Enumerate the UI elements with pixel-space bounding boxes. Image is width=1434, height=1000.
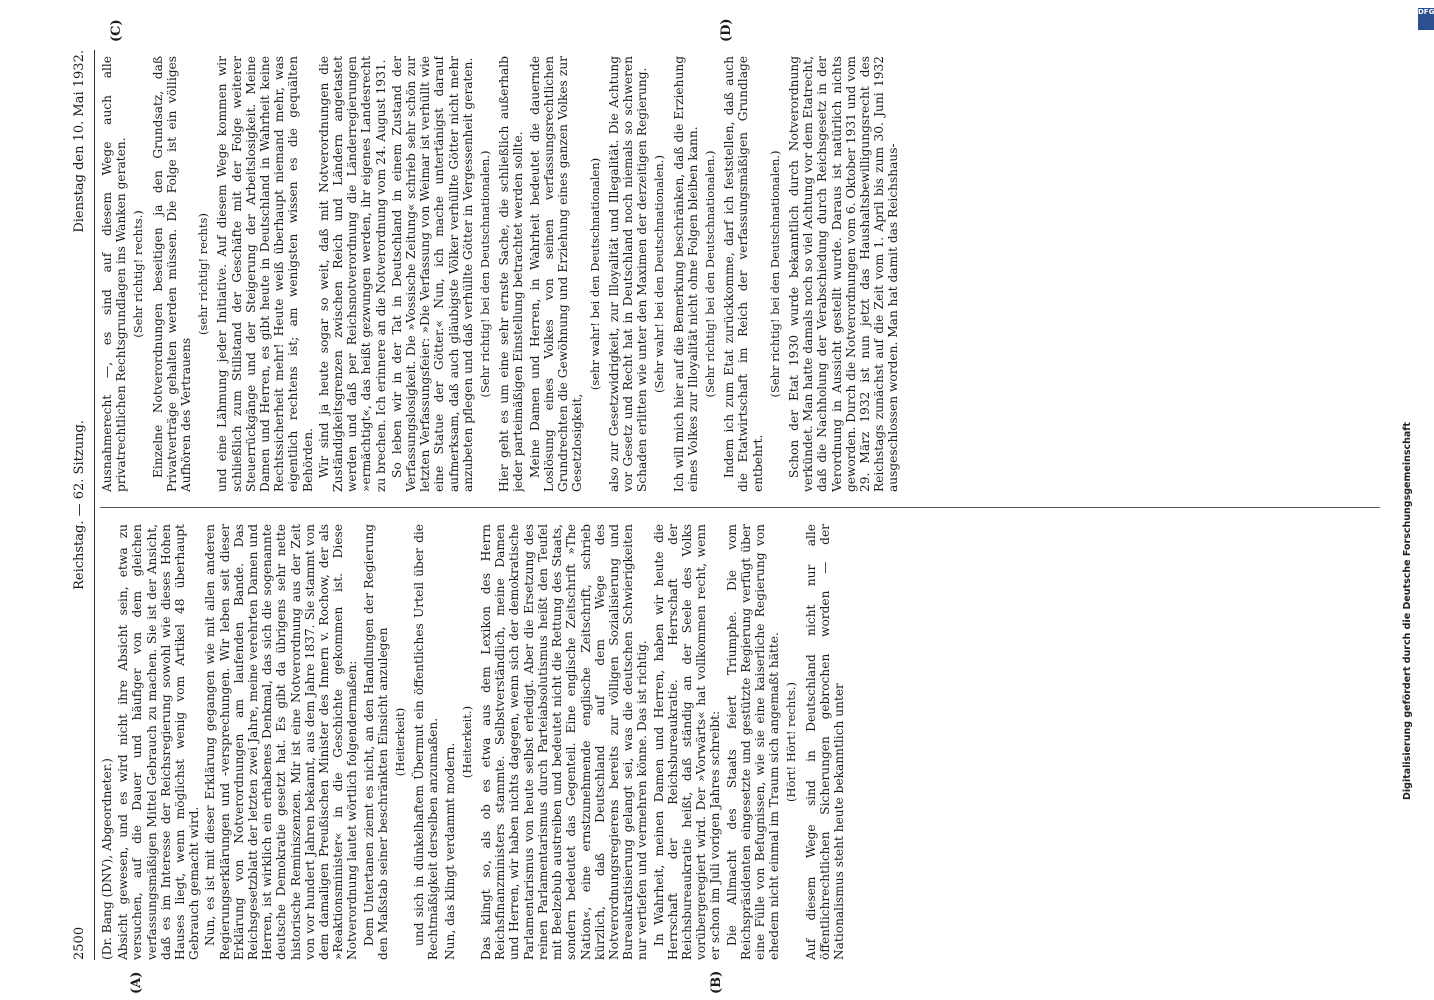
interjection: (sehr richtig! rechts) xyxy=(196,213,211,335)
document-sheet xyxy=(70,18,1390,994)
right-column xyxy=(100,56,1380,492)
paragraph: Wir sind ja heute sogar so weit, daß mit Notverordnungen die Zuständigkeitsgrenzen zwischen Reich und Ländern angetastet werden und daß per Reichsnotverordnung die Länderregierungen »ermächtigt«, das heißt gezwungen werden, ihr eigenes Landesrecht zu brechen. Ich erinnere an die Notverordnung vom 24. August 1931. xyxy=(316,56,388,492)
quote: Dem Untertanen ziemt es nicht, an den Handlungen der Regierung den Maßstab seiner beschränkten Einsicht anzulegen xyxy=(361,524,390,960)
paragraph: also zur Gesetzwidrigkeit, zur Illoyalität und Illegalität. Die Achtung vor Gesetz und Recht hat in Deutschland noch niemals so schweren Schaden erlitten wie unter den Maximen der derzeitigen Regierung. xyxy=(606,56,650,492)
paragraph: So leben wir in der Tat in Deutschland in einem Zustand der Verfassungslosigkeit. Die »Vossische Zeitung« schrieb sehr schön zur letzten Verfassungsfeier: »Die Verfassung von Weimar ist verhüllt wie eine Statue der Götter.« Nun, ich mache untertänigst darauf aufmerksam, daß auch gläubigste Völker verhüllte Götter nicht mehr anzubeten pflegen und daß verhüllte Götter in Vergessenheit geraten. xyxy=(389,56,475,492)
margin-marker-d: (D) xyxy=(719,18,734,42)
paragraph: Das klingt so, als ob es etwa aus dem Lexikon des Herrn Reichsfinanzministers stammte. Selbstverständlich, meine Damen und Herren, wir haben nichts dagegen, wenn sich der demokratische Parlamentarismus von heute selbst erledigt. Aber die Ersetzung des reinen Parlamentarismus durch Parteiabsolutismus heißt den Teufel mit Beelzebub austreiben und bedeutet nicht die Rettung des Staats, sondern bedeutet das Gegenteil. Eine englische Zeitschrift »The Nation«, eine ernstzunehmende englische Zeitschrift, schrieb kürzlich, daß Deutschland auf dem Wege des Notverordnungsregierens bereits zur völligen Sozialisierung und Bureaukratisierung gelangt sei, was die deutschen Schwierigkeiten nur vertiefen und vermehren könne. Das ist richtig. xyxy=(479,524,650,960)
interjection: (Sehr richtig! bei den Deutschnationalen.) xyxy=(478,150,493,398)
interjection: (Heiterkeit.) xyxy=(459,705,474,779)
session-date: Dienstag den 10. Mai 1932. xyxy=(72,50,87,233)
column-divider xyxy=(100,507,1380,508)
margin-marker-a: (A) xyxy=(129,971,144,994)
dfg-logo: DFG xyxy=(1418,8,1434,30)
interjection: (Sehr richtig! bei den Deutschnationalen.) xyxy=(767,150,782,398)
paragraph: In Wahrheit, meinen Damen und Herren, haben wir heute die Herrschaft der Reichsbureaukratie. Herrschaft der Reichsbureaukratie heißt, daß ständig an der Seele des Volks vorübergeregiert wird. Der »Vorwärts« hat vollkommen recht, wenn er schon im Juli vorigen Jahres schreibt: xyxy=(651,524,723,960)
paragraph: Hier geht es um eine sehr ernste Sache, die schließlich außerhalb jeder parteimäßigen Einstellung betrachtet werden sollte. xyxy=(497,56,526,492)
interjection: (Hört! Hört! rechts.) xyxy=(784,682,799,802)
paragraph: Ich will mich hier auf die Bemerkung beschränken, daß die Erziehung eines Volkes zur Illoyalität nicht ohne Folgen bleiben kann. xyxy=(671,56,700,492)
interjection: (sehr wahr! bei den Deutschnationalen) xyxy=(587,157,602,391)
paragraph: Nun, das klingt verdammt modern. xyxy=(442,742,457,960)
session-title: Reichstag. — 62. Sitzung. xyxy=(72,420,87,590)
paragraph: Indem ich zum Etat zurückkomme, darf ich feststellen, daß auch die Etatwirtschaft im Reich der verfassungsmäßigen Grundlage entbehrt. xyxy=(722,56,765,492)
quote: und sich in dünkelhaftem Übermut ein öffentliches Urteil über die Rechtmäßigkeit derselben anzumaßen. xyxy=(412,524,441,960)
interjection: (Sehr richtig! rechts.) xyxy=(131,210,146,338)
paragraph: Schon der Etat 1930 wurde bekanntlich durch Notverordnung verkündet. Man hatte damals noch so viel Achtung vor dem Etatrecht, daß die Nachholung der Verabschiedung durch Reichsgesetz in der Verordnung in Aussicht gestellt wurde. Daraus ist natürlich nichts geworden. Durch die Notverordnungen vom 6. Oktober 1931 und vom 29. März 1932 ist nun jetzt das Haushaltsbewilligungsrecht des Reichstags zunächst auf die Zeit vom 1. April bis zum 30. Juni 1932 ausgeschlossen worden. Man hat damit das Reichshaus- xyxy=(786,56,901,492)
quote: Die Allmacht des Staats feiert Triumphe. Die vom Reichspräsidenten eingesetzte und gestützte Regierung verfügt über eine Fülle von Befugnissen, wie sie eine kaiserliche Regierung von ehedem nicht einmal im Traum sich angemaßt hätte. xyxy=(724,524,782,960)
paragraph: Auf diesem Wege sind in Deutschland nicht nur alle öffentlichrechtlichen Sicherungen gebrochen worden — der Nationalismus steht heute bekanntlich unter xyxy=(803,524,846,960)
paragraph: Einzelne Notverordnungen beseitigen ja den Grundsatz, daß Privatverträge gehalten werden müssen. Die Folge ist ein völliges Aufhören des Vertrauens xyxy=(150,56,194,492)
paragraph: Nun, es ist mit dieser Erklärung gegangen wie mit allen anderen Regierungserklärungen und -versprechungen. Wir leben seit dieser Erklärung von Notverordnungen am laufenden Bande. Das Reichsgesetzblatt der letzten zwei Jahre, meine verehrten Damen und Herren, ist wirklich ein erhabenes Denkmal, das sich die sogenannte deutsche Demokratie gesetzt hat. Es gibt da übrigens sehr nette historische Reminiszenzen. Mir ist eine Notverordnung aus der Zeit von vor hundert Jahren bekannt, aus dem Jahre 1837. Sie stammt von dem damaligen Preußischen Minister des Innern v. Rochow, der als »Reaktionsminister« in die Geschichte gekommen ist. Diese Notverordnung lautet wörtlich folgendermaßen: xyxy=(203,524,360,960)
interjection: (Sehr wahr! bei den Deutschnationalen.) xyxy=(652,155,667,393)
interjection: (Heiterkeit) xyxy=(393,707,408,777)
page-header xyxy=(70,50,95,960)
left-column xyxy=(100,524,1380,960)
interjection: (Sehr richtig! bei den Deutschnationalen.) xyxy=(702,150,717,398)
paragraph: und eine Lähmung jeder Initiative. Auf diesem Wege kommen wir schließlich zum Stillstand der Geschäfte mit der Folge weiterer Steuerrückgänge und der Steigerung der Arbeitslosigkeit. Meine Damen und Herren, es gibt heute in Deutschland in Wahrheit keine Rechtssicherheit mehr! Heute weiß überhaupt niemand mehr, was eigentlich rechtens ist; am wenigsten wissen es die gequälten Behörden. xyxy=(215,56,315,492)
digitization-credit: Digitalisierung gefördert durch die Deutsche Forschungsgemeinschaft xyxy=(1402,422,1413,800)
paragraph: Absicht gewesen, und es wird nicht ihre Absicht sein, etwa zu versuchen, auf die Dauer und häufiger von dem gleichen verfassungsmäßigen Mittel Gebrauch zu machen. Sie ist der Ansicht, daß es im Interesse der Reichsregierung sowohl wie dieses Hohen Hauses liegt, wenn möglichst wenig vom Artikel 48 überhaupt Gebrauch gemacht wird. xyxy=(116,524,202,960)
speaker-line: (Dr. Bang (DNV), Abgeordneter.) xyxy=(100,758,114,960)
paragraph: Ausnahmerecht —, es sind auf diesem Wege auch alle privatrechtlichen Rechtsgrundlagen ins Wanken geraten. xyxy=(100,56,129,492)
margin-marker-b: (B) xyxy=(709,970,724,994)
margin-marker-c: (C) xyxy=(109,19,124,42)
paragraph: Meine Damen und Herren, in Wahrheit bedeutet die dauernde Loslösung eines Volkes von seinen verfassungsrechtlichen Grundrechten die Gewöhnung und Erziehung eines ganzen Volkes zur Gesetzlosigkeit, xyxy=(527,56,585,492)
page-number: 2500 xyxy=(72,926,87,960)
